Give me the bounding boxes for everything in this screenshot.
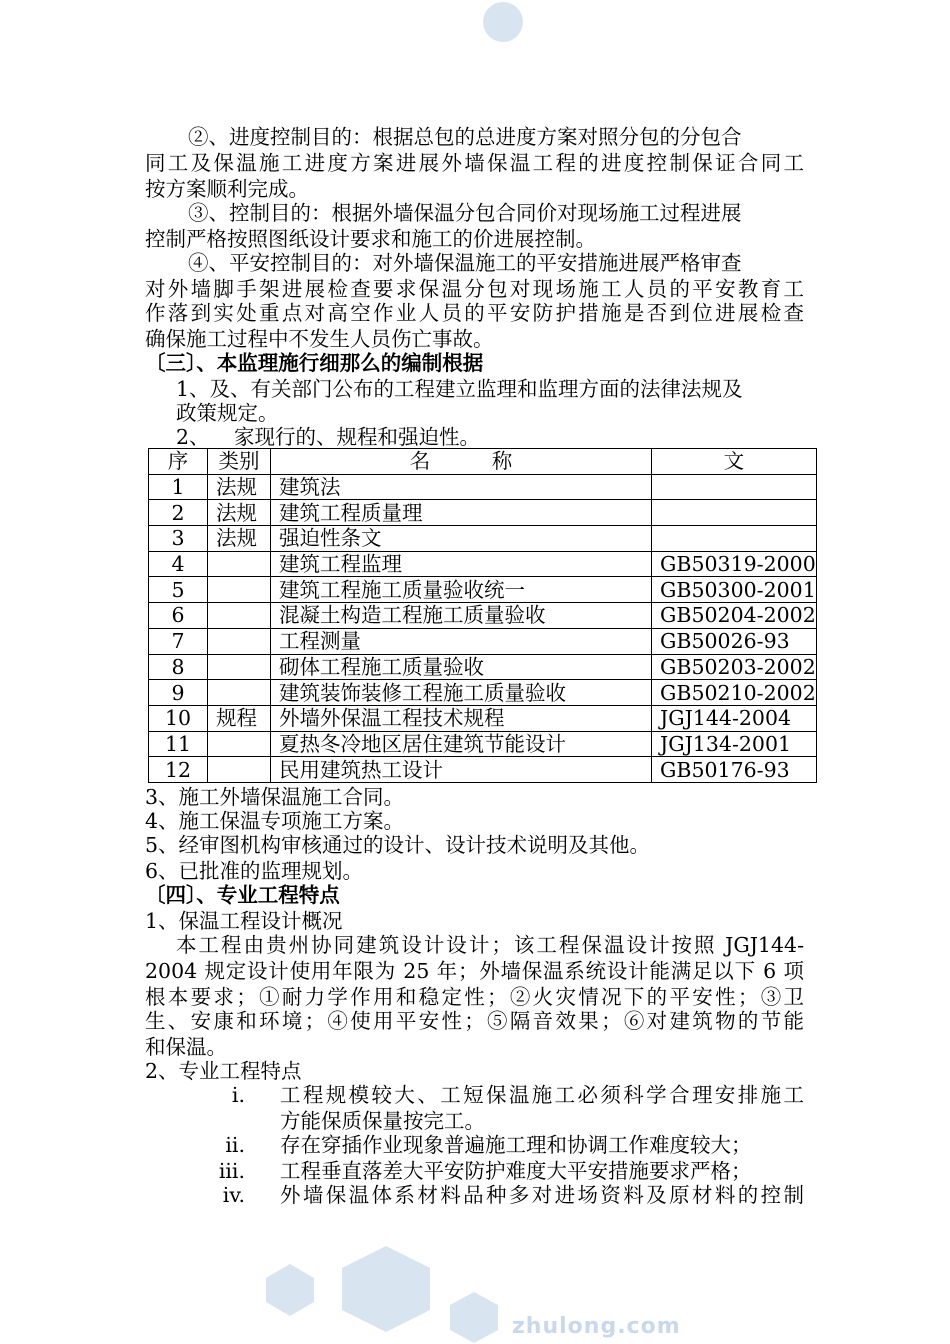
cost-line-1: ③、控制目的：根据外墙保温分包合同价对现场施工过程进展 (188, 201, 742, 225)
cell-code: JGJ134-2001 (652, 731, 817, 757)
cell-name: 建筑工程质量理 (271, 500, 652, 526)
cell-code: GB50176-93 (652, 757, 817, 783)
cell-index: 8 (149, 654, 208, 680)
cell-name: 工程测量 (271, 628, 652, 654)
header-name: 名 称 (271, 449, 652, 475)
heading-features: 〔四〕、专业工程特点 (145, 883, 340, 907)
progress-line-3: 按方案顺利完成。 (145, 177, 309, 201)
cell-index: 7 (149, 628, 208, 654)
cell-index: 3 (149, 526, 208, 552)
cell-code: GB50203-2002 (652, 654, 817, 680)
sub-design-overview: 1、保温工程设计概况 (145, 909, 343, 933)
cell-index: 1 (149, 474, 208, 500)
cell-name: 建筑装饰装修工程施工质量验收 (271, 680, 652, 706)
cell-code: GB50319-2000 (652, 551, 817, 577)
sub-features: 2、专业工程特点 (145, 1059, 302, 1083)
basis-2-num: 2、 (176, 425, 210, 449)
list-item: 外墙保温体系材料品种多对进场资料及原材料的控制 (280, 1183, 804, 1207)
watermark-site: zhulong.com (512, 1314, 681, 1339)
cell-category: 规程 (208, 705, 271, 731)
cell-name: 建筑工程监理 (271, 551, 652, 577)
cell-index: 6 (149, 603, 208, 629)
cell-index: 12 (149, 757, 208, 783)
design-line-1: 本工程由贵州协同建筑设计设计；该工程保温设计按照 JGJ144- (176, 933, 804, 957)
cell-code (652, 526, 817, 552)
cell-category: 法规 (208, 500, 271, 526)
cost-line-2: 控制严格按照图纸设计要求和施工的价进展控制。 (145, 227, 596, 251)
header-category: 类别 (208, 449, 271, 475)
heading-basis: 〔三〕、本监理施行细那么的编制根据 (145, 351, 484, 375)
snowflake-icon (336, 1244, 436, 1334)
snowflake-icon (446, 1290, 502, 1344)
table-row (149, 603, 817, 629)
list-item: 工程垂直落差大平安防护难度大平安措施要求严格； (280, 1159, 752, 1183)
table-row (149, 526, 817, 552)
header-index: 序 (149, 449, 208, 475)
cell-index: 2 (149, 500, 208, 526)
list-number: iv. (222, 1183, 245, 1207)
design-line-2: 2004 规定设计使用年限为 25 年；外墙保温系统设计能满足以下 6 项 (145, 959, 804, 983)
table-row (149, 705, 817, 731)
header-doc: 文 (652, 449, 817, 475)
basis-6: 6、已批准的监理规划。 (145, 859, 364, 883)
list-number: i. (231, 1083, 245, 1107)
table-row (149, 757, 817, 783)
progress-line-1: ②、进度控制目的：根据总包的总进度方案对照分包的分包合 (188, 125, 742, 149)
table-row (149, 500, 817, 526)
design-line-3: 根本要求；①耐力学作用和稳定性；②火灾情况下的平安性；③卫 (145, 985, 804, 1009)
list-item: 工程规模较大、工短保温施工必须科学合理安排施工 (280, 1083, 804, 1107)
table-row (149, 654, 817, 680)
standards-table (148, 448, 817, 783)
safety-line-4: 确保施工过程中不发生人员伤亡事故。 (145, 327, 494, 351)
basis-2-text: 家现行的、规程和强迫性。 (234, 425, 480, 449)
cell-category (208, 654, 271, 680)
basis-1-line-2: 政策规定。 (176, 401, 279, 425)
safety-line-2: 对外墙脚手架进展检查要求保温分包对现场施工人员的平安教育工 (145, 277, 804, 301)
cell-category (208, 680, 271, 706)
cell-name: 混凝土构造工程施工质量验收 (271, 603, 652, 629)
cell-category (208, 628, 271, 654)
cell-name: 夏热冬冷地区居住建筑节能设计 (271, 731, 652, 757)
safety-line-3: 作落到实处重点对高空作业人员的平安防护措施是否到位进展检查 (145, 301, 804, 325)
cell-name: 强迫性条文 (271, 526, 652, 552)
safety-line-1: ④、平安控制目的：对外墙保温施工的平安措施进展严格审查 (188, 251, 742, 275)
basis-4: 4、施工保温专项施工方案。 (145, 809, 405, 833)
cell-index: 4 (149, 551, 208, 577)
cell-category: 法规 (208, 474, 271, 500)
design-line-5: 和保温。 (145, 1035, 227, 1059)
cell-code: JGJ144-2004 (652, 705, 817, 731)
cell-code (652, 474, 817, 500)
cell-category (208, 551, 271, 577)
cell-category (208, 731, 271, 757)
table-row (149, 577, 817, 603)
cell-name: 砌体工程施工质量验收 (271, 654, 652, 680)
table-row (149, 474, 817, 500)
table-row (149, 680, 817, 706)
cell-code: GB50210-2002 (652, 680, 817, 706)
table-row (149, 628, 817, 654)
cell-index: 9 (149, 680, 208, 706)
cell-code: GB50204-2002 (652, 603, 817, 629)
list-number: ii. (225, 1133, 245, 1157)
cell-code: GB50300-2001 (652, 577, 817, 603)
basis-3: 3、施工外墙保温施工合同。 (145, 785, 405, 809)
list-item: 存在穿插作业现象普遍施工理和协调工作难度较大； (280, 1133, 752, 1157)
cell-code (652, 500, 817, 526)
cell-code: GB50026-93 (652, 628, 817, 654)
basis-5: 5、经审图机构审核通过的设计、设计技术说明及其他。 (145, 833, 651, 857)
snowflake-icon (262, 1262, 318, 1318)
cell-category: 法规 (208, 526, 271, 552)
cell-index: 5 (149, 577, 208, 603)
table-row (149, 551, 817, 577)
cell-index: 10 (149, 705, 208, 731)
cell-name: 民用建筑热工设计 (271, 757, 652, 783)
design-line-4: 生、安康和环境；④使用平安性；⑤隔音效果；⑥对建筑物的节能 (145, 1009, 804, 1033)
table-header-row (149, 449, 817, 475)
cell-name: 建筑法 (271, 474, 652, 500)
basis-1-line-1: 1、及、有关部门公布的工程建立监理和监理方面的法律法规及 (176, 377, 743, 401)
list-item: 方能保质保量按完工。 (280, 1109, 485, 1133)
snowflake-icon (468, 0, 538, 56)
cell-name: 建筑工程施工质量验收统一 (271, 577, 652, 603)
cell-category (208, 577, 271, 603)
cell-name: 外墙外保温工程技术规程 (271, 705, 652, 731)
cell-index: 11 (149, 731, 208, 757)
list-number: iii. (218, 1159, 245, 1183)
cell-category (208, 603, 271, 629)
progress-line-2: 同工及保温施工进度方案进展外墙保温工程的进度控制保证合同工 (145, 151, 804, 175)
cell-category (208, 757, 271, 783)
table-row (149, 731, 817, 757)
